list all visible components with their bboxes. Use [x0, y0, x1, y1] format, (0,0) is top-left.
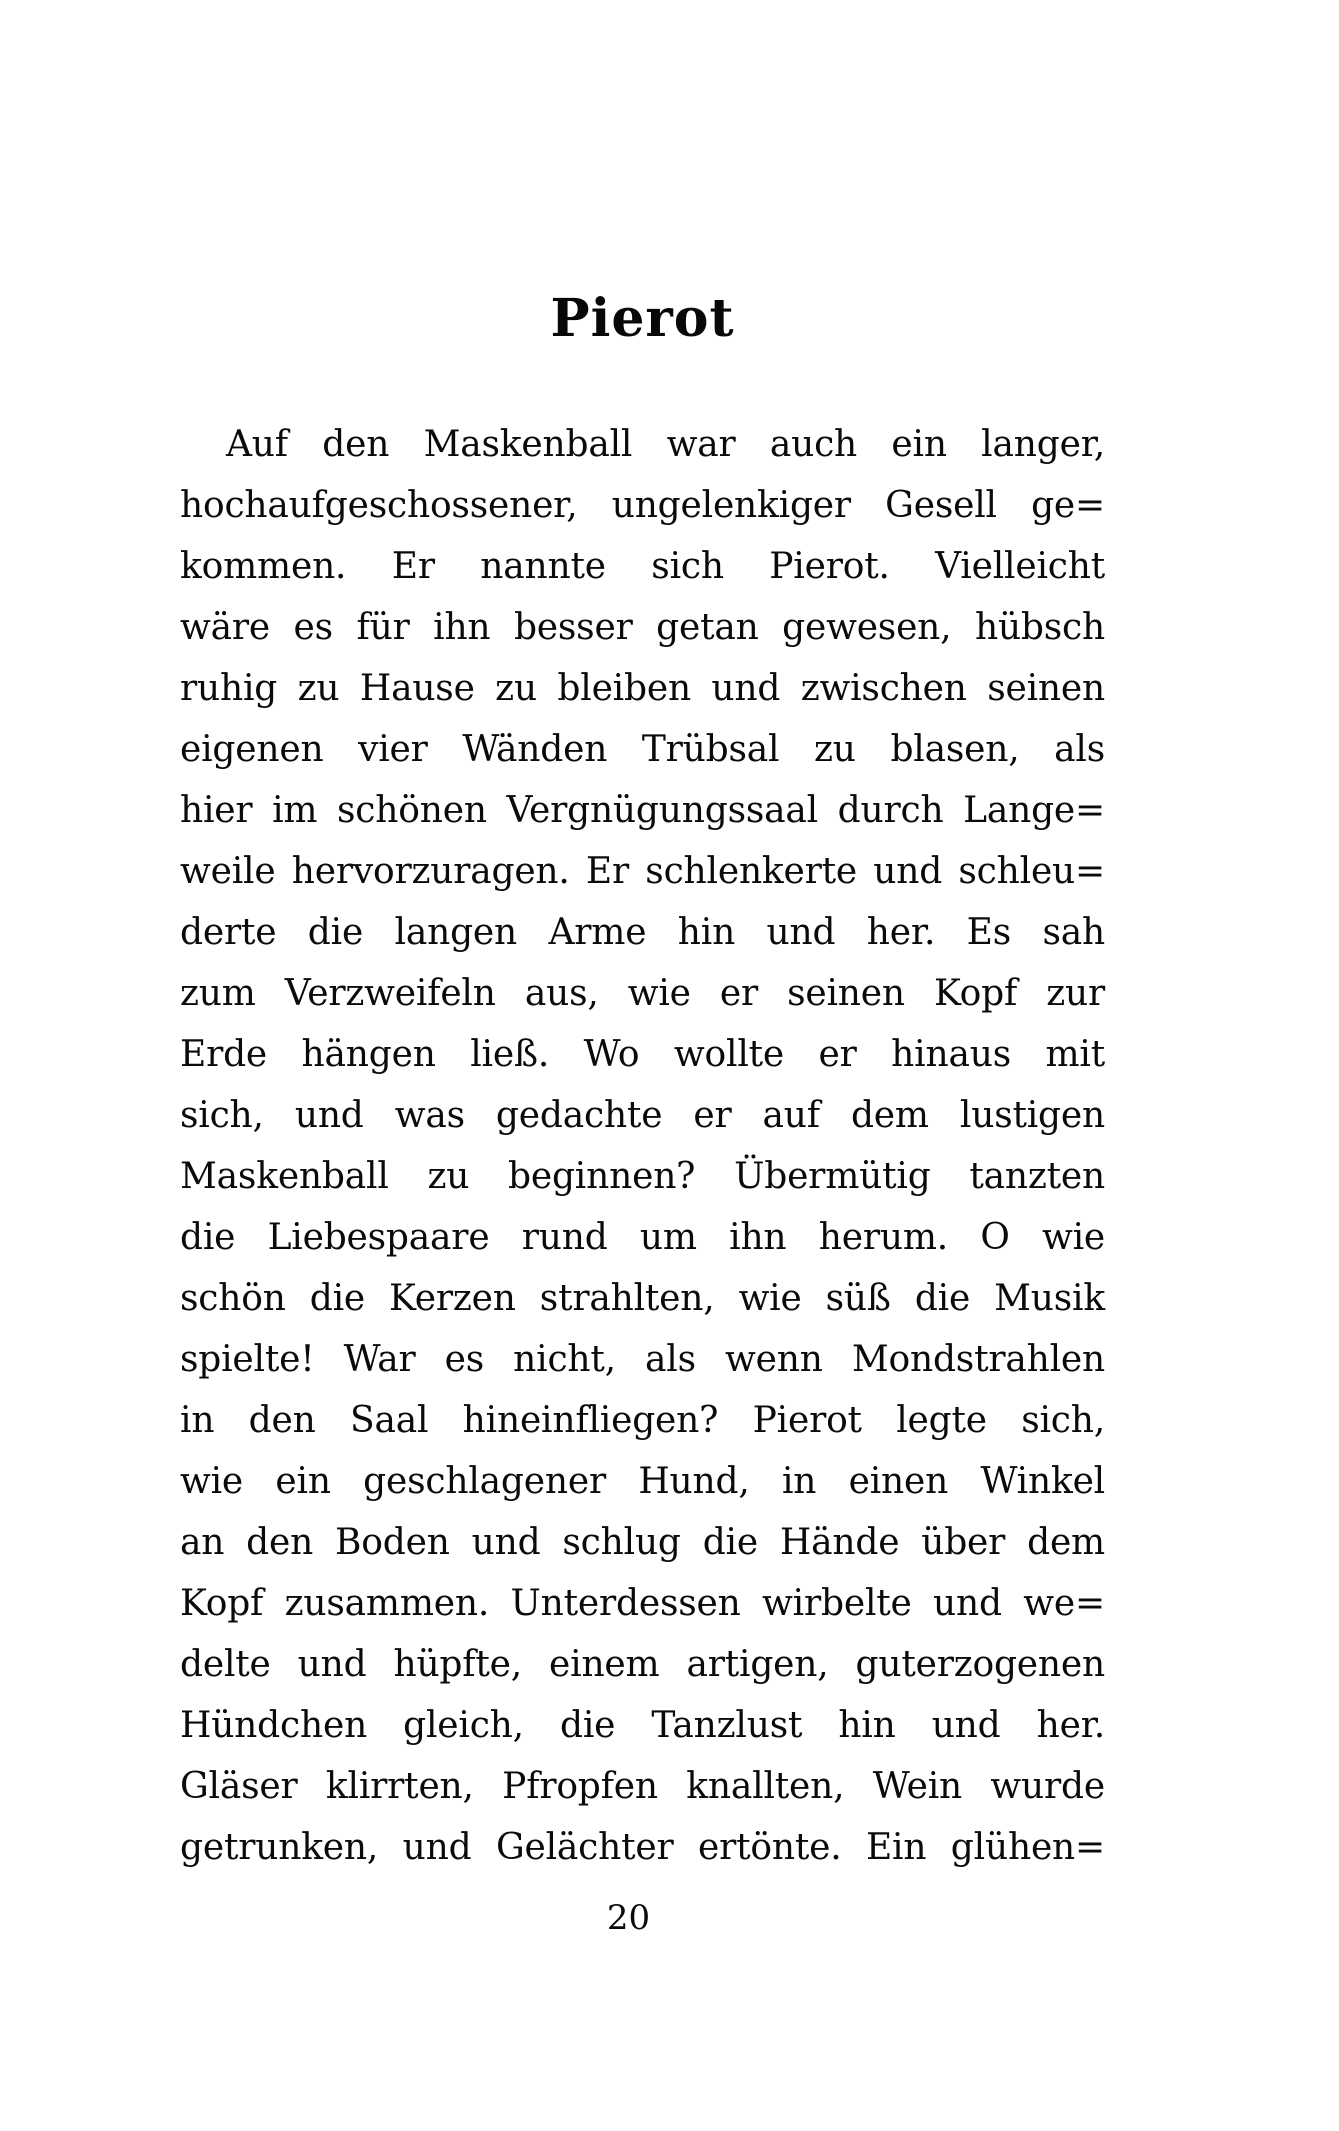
text-line: wäre es für ihn besser getan gewesen, hübsch [180, 607, 1105, 648]
text-line: kommen. Er nannte sich Pierot. Vielleicht [180, 546, 1105, 587]
text-line: hier im schönen Vergnügungssaal durch Lange= [180, 790, 1105, 831]
text-line: hochaufgeschossener, ungelenkiger Gesell ge= [180, 485, 1105, 526]
text-line: sich, und was gedachte er auf dem lustigen [180, 1095, 1105, 1136]
text-line: schön die Kerzen strahlten, wie süß die Musik [180, 1278, 1105, 1319]
page-number: 20 [606, 1898, 651, 1938]
text-line: getrunken, und Gelächter ertönte. Ein glühen= [180, 1827, 1105, 1868]
text-line: eigenen vier Wänden Trübsal zu blasen, als [180, 729, 1105, 770]
text-line: zum Verzweifeln aus, wie er seinen Kopf zur [180, 973, 1105, 1014]
text-line: ruhig zu Hause zu bleiben und zwischen seinen [180, 668, 1105, 709]
text-line: wie ein geschlagener Hund, in einen Winkel [180, 1461, 1105, 1502]
text-line: an den Boden und schlug die Hände über dem [180, 1522, 1105, 1563]
body-text [180, 414, 1105, 1878]
text-line: weile hervorzuragen. Er schlenkerte und schleu= [180, 851, 1105, 892]
text-line: Kopf zusammen. Unterdessen wirbelte und we= [180, 1583, 1105, 1624]
chapter-title: Pierot [550, 288, 735, 349]
text-line: delte und hüpfte, einem artigen, guterzogenen [180, 1644, 1105, 1685]
text-line: spielte! War es nicht, als wenn Mondstrahlen [180, 1339, 1105, 1380]
text-line: Maskenball zu beginnen? Übermütig tanzten [180, 1156, 1105, 1197]
text-line: Gläser klirrten, Pfropfen knallten, Wein wurde [180, 1766, 1105, 1807]
text-line: Auf den Maskenball war auch ein langer, [226, 424, 1105, 465]
text-line: die Liebespaare rund um ihn herum. O wie [180, 1217, 1105, 1258]
text-line: Hündchen gleich, die Tanzlust hin und her. [180, 1705, 1105, 1746]
text-line: in den Saal hineinfliegen? Pierot legte sich, [180, 1400, 1105, 1441]
text-line: derte die langen Arme hin und her. Es sah [180, 912, 1105, 953]
text-line: Erde hängen ließ. Wo wollte er hinaus mit [180, 1034, 1105, 1075]
